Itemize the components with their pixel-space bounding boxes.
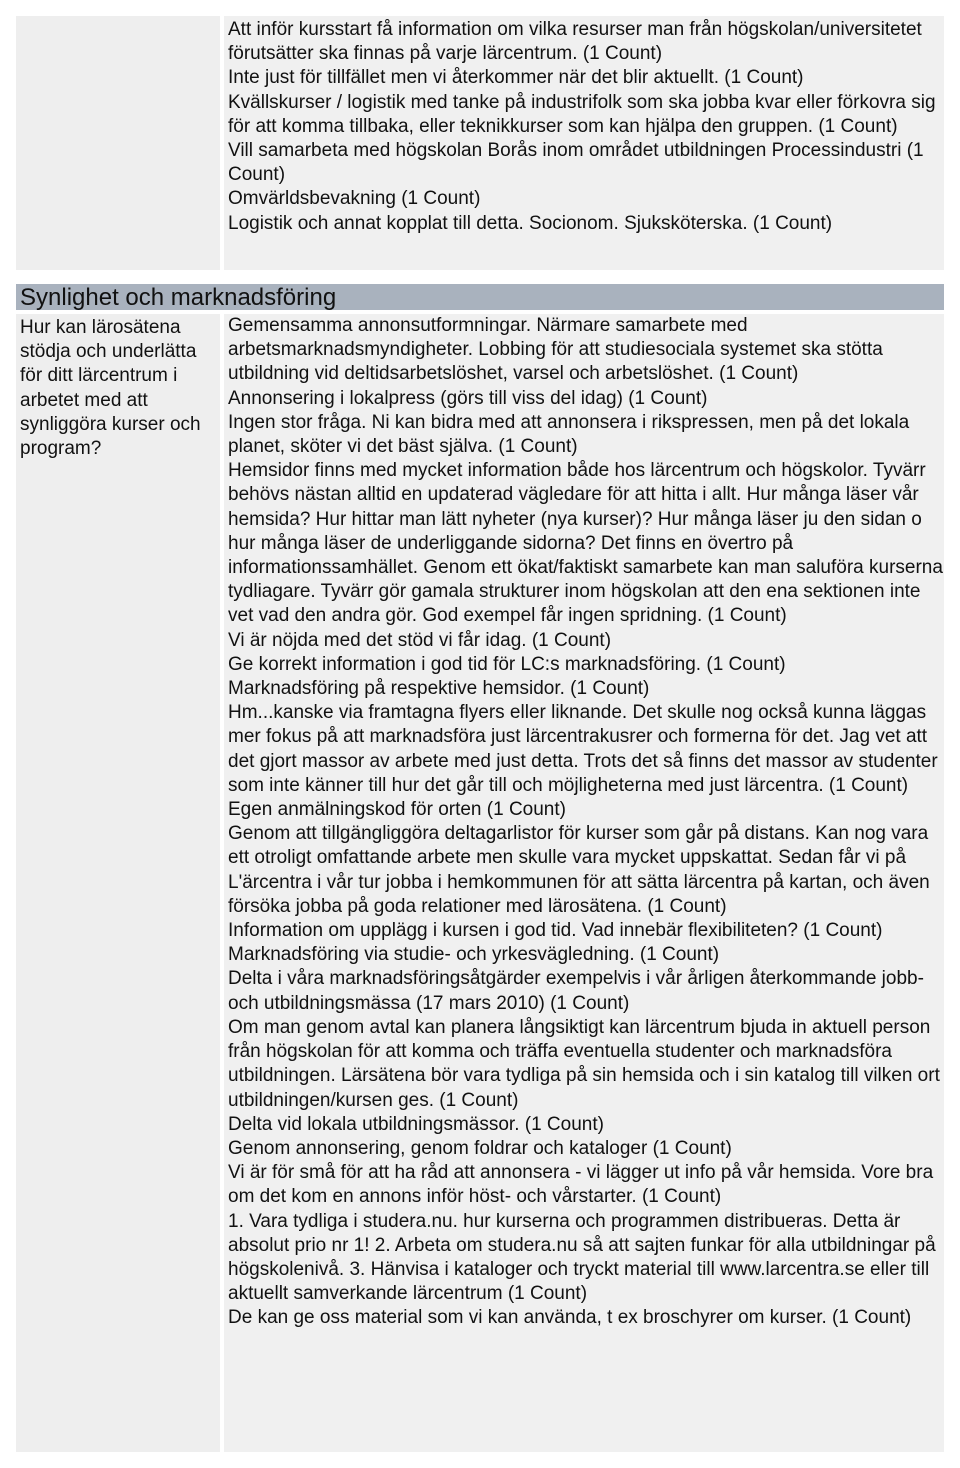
question-text: Hur kan lärosätena stödja och underlätta för ditt lärcentrum i arbetet med att synliggöra kurser och program?	[20, 317, 201, 460]
answer-item: Annonsering i lokalpress (görs till viss del idag) (1 Count)	[228, 387, 708, 409]
answer-item: Omvärldsbevakning (1 Count)	[228, 188, 481, 210]
answer-item: De kan ge oss material som vi kan använda, t ex broschyrer om kurser. (1 Count)	[228, 1307, 912, 1329]
answer-item: Om man genom avtal kan planera långsiktigt kan lärcentrum bjuda in aktuell person från högskolan för att komma och träffa eventuella studenter och marknadsföra utbildningen. Lärsätena bör vara tydliga på sin hemsida och i sin katalog till vilken ort utbildningen/kursen ges. (1 Count)	[228, 1016, 940, 1111]
answer-item: Gemensamma annonsutformningar. Närmare samarbete med arbetsmarknadsmyndigheter. Lobbing för att studiesociala systemet ska stötta utbildning vid deltidsarbetslöshet, varsel och arbetslöshet. (1 Count)	[228, 315, 883, 385]
answer-item: Delta vid lokala utbildningsmässor. (1 Count)	[228, 1113, 604, 1135]
previous-question-row	[16, 16, 944, 270]
answer-item: Vill samarbeta med högskolan Borås inom området utbildningen Processindustri (1 Count)	[228, 140, 924, 186]
answer-item: Inte just för tillfället men vi återkommer när det blir aktuellt. (1 Count)	[228, 67, 804, 89]
answer-item: Information om upplägg i kursen i god tid. Vad innebär flexibiliteten? (1 Count)	[228, 920, 883, 942]
answer-item: 1. Vara tydliga i studera.nu. hur kurserna och programmen distribueras. Detta är absolut prio nr 1! 2. Arbeta om studera.nu så att sajten funkar för alla utbildningar på högskolenivå. 3. Hänvisa i kataloger och tryckt material till www.larcentra.se eller till aktuellt samverkande lärcentrum (1 Count)	[228, 1210, 936, 1305]
answer-item: Vi är nöjda med det stöd vi får idag. (1 Count)	[228, 629, 612, 651]
answer-item: Att inför kursstart få information om vilka resurser man från högskolan/universitetet förutsätter ska finnas på varje lärcentrum. (1 Count)	[228, 19, 922, 65]
answer-item: Marknadsföring på respektive hemsidor. (1 Count)	[228, 678, 650, 700]
answer-item: Logistik och annat kopplat till detta. Socionom. Sjuksköterska. (1 Count)	[228, 212, 833, 234]
section-header	[16, 284, 944, 310]
question-row	[16, 314, 944, 1452]
previous-answers-cell	[224, 16, 944, 270]
answer-item: Genom annonsering, genom foldrar och kataloger (1 Count)	[228, 1137, 732, 1159]
answer-item: Ge korrekt information i god tid för LC:s marknadsföring. (1 Count)	[228, 653, 786, 675]
previous-question-cell	[16, 16, 220, 270]
section-title: Synlighet och marknadsföring	[20, 284, 337, 311]
answer-item: Delta i våra marknadsföringsåtgärder exempelvis i vår årligen återkommande jobb- och utbildningsmässa (17 mars 2010) (1 Count)	[228, 968, 924, 1014]
question-cell	[16, 314, 220, 1452]
answer-item: Hm...kanske via framtagna flyers eller liknande. Det skulle nog också kunna läggas mer fokus på att marknadsföra just lärcentrakusrer och formerna för det. Jag vet att det gjort massor av arbete med just detta. Trots det så finns det massor av studenter som inte känner till hur det går till och möjligheterna med just lärcentra. (1 Count)	[228, 702, 938, 796]
answer-item: Kvällskurser / logistik med tanke på industrifolk som ska jobba kvar eller förkovra sig för att komma tillbaka, eller teknikkurser som kan hjälpa den gruppen. (1 Count)	[228, 91, 936, 137]
answer-item: Egen anmälningskod för orten (1 Count)	[228, 799, 566, 821]
answer-item: Hemsidor finns med mycket information både hos lärcentrum och högskolor. Tyvärr behövs nästan alltid en updaterad vägledare för att hitta i allt. Hur många läser vår hemsida? Hur hittar man lätt nyheter (nya kurser)? Hur många läser ju den sidan o hur många läser de underliggande sidorna? Det finns en övertro på informationssamhället. Genom ett ökat/faktiskt samarbete kan man saluföra kurserna tydliagare. Tyvärr gör gamala strukturer inom högskolan att den ena sektionen inte vet vad den andra gör. God exempel får ingen spridning. (1 Count)	[228, 460, 943, 627]
answer-item: Genom att tillgängliggöra deltagarlistor för kurser som går på distans. Kan nog vara ett otroligt omfattande arbete men skulle vara mycket uppskattat. Sedan får vi på L'ärcentra i vår tur jobba i hemkommunen för att sätta lärcentra på kartan, och även försöka jobba på goda relationer med lärosätena. (1 Count)	[228, 823, 930, 917]
answers-cell	[224, 314, 944, 1452]
answer-item: Ingen stor fråga. Ni kan bidra med att annonsera i rikspressen, men på det lokala planet, sköter vi det bäst själva. (1 Count)	[228, 411, 910, 458]
answer-item: Vi är för små för att ha råd att annonsera - vi lägger ut info på vår hemsida. Vore bra om det kom en annons inför höst- och vårstarter. (1 Count)	[228, 1162, 934, 1208]
answer-item: Marknadsföring via studie- och yrkesvägledning. (1 Count)	[228, 944, 720, 966]
